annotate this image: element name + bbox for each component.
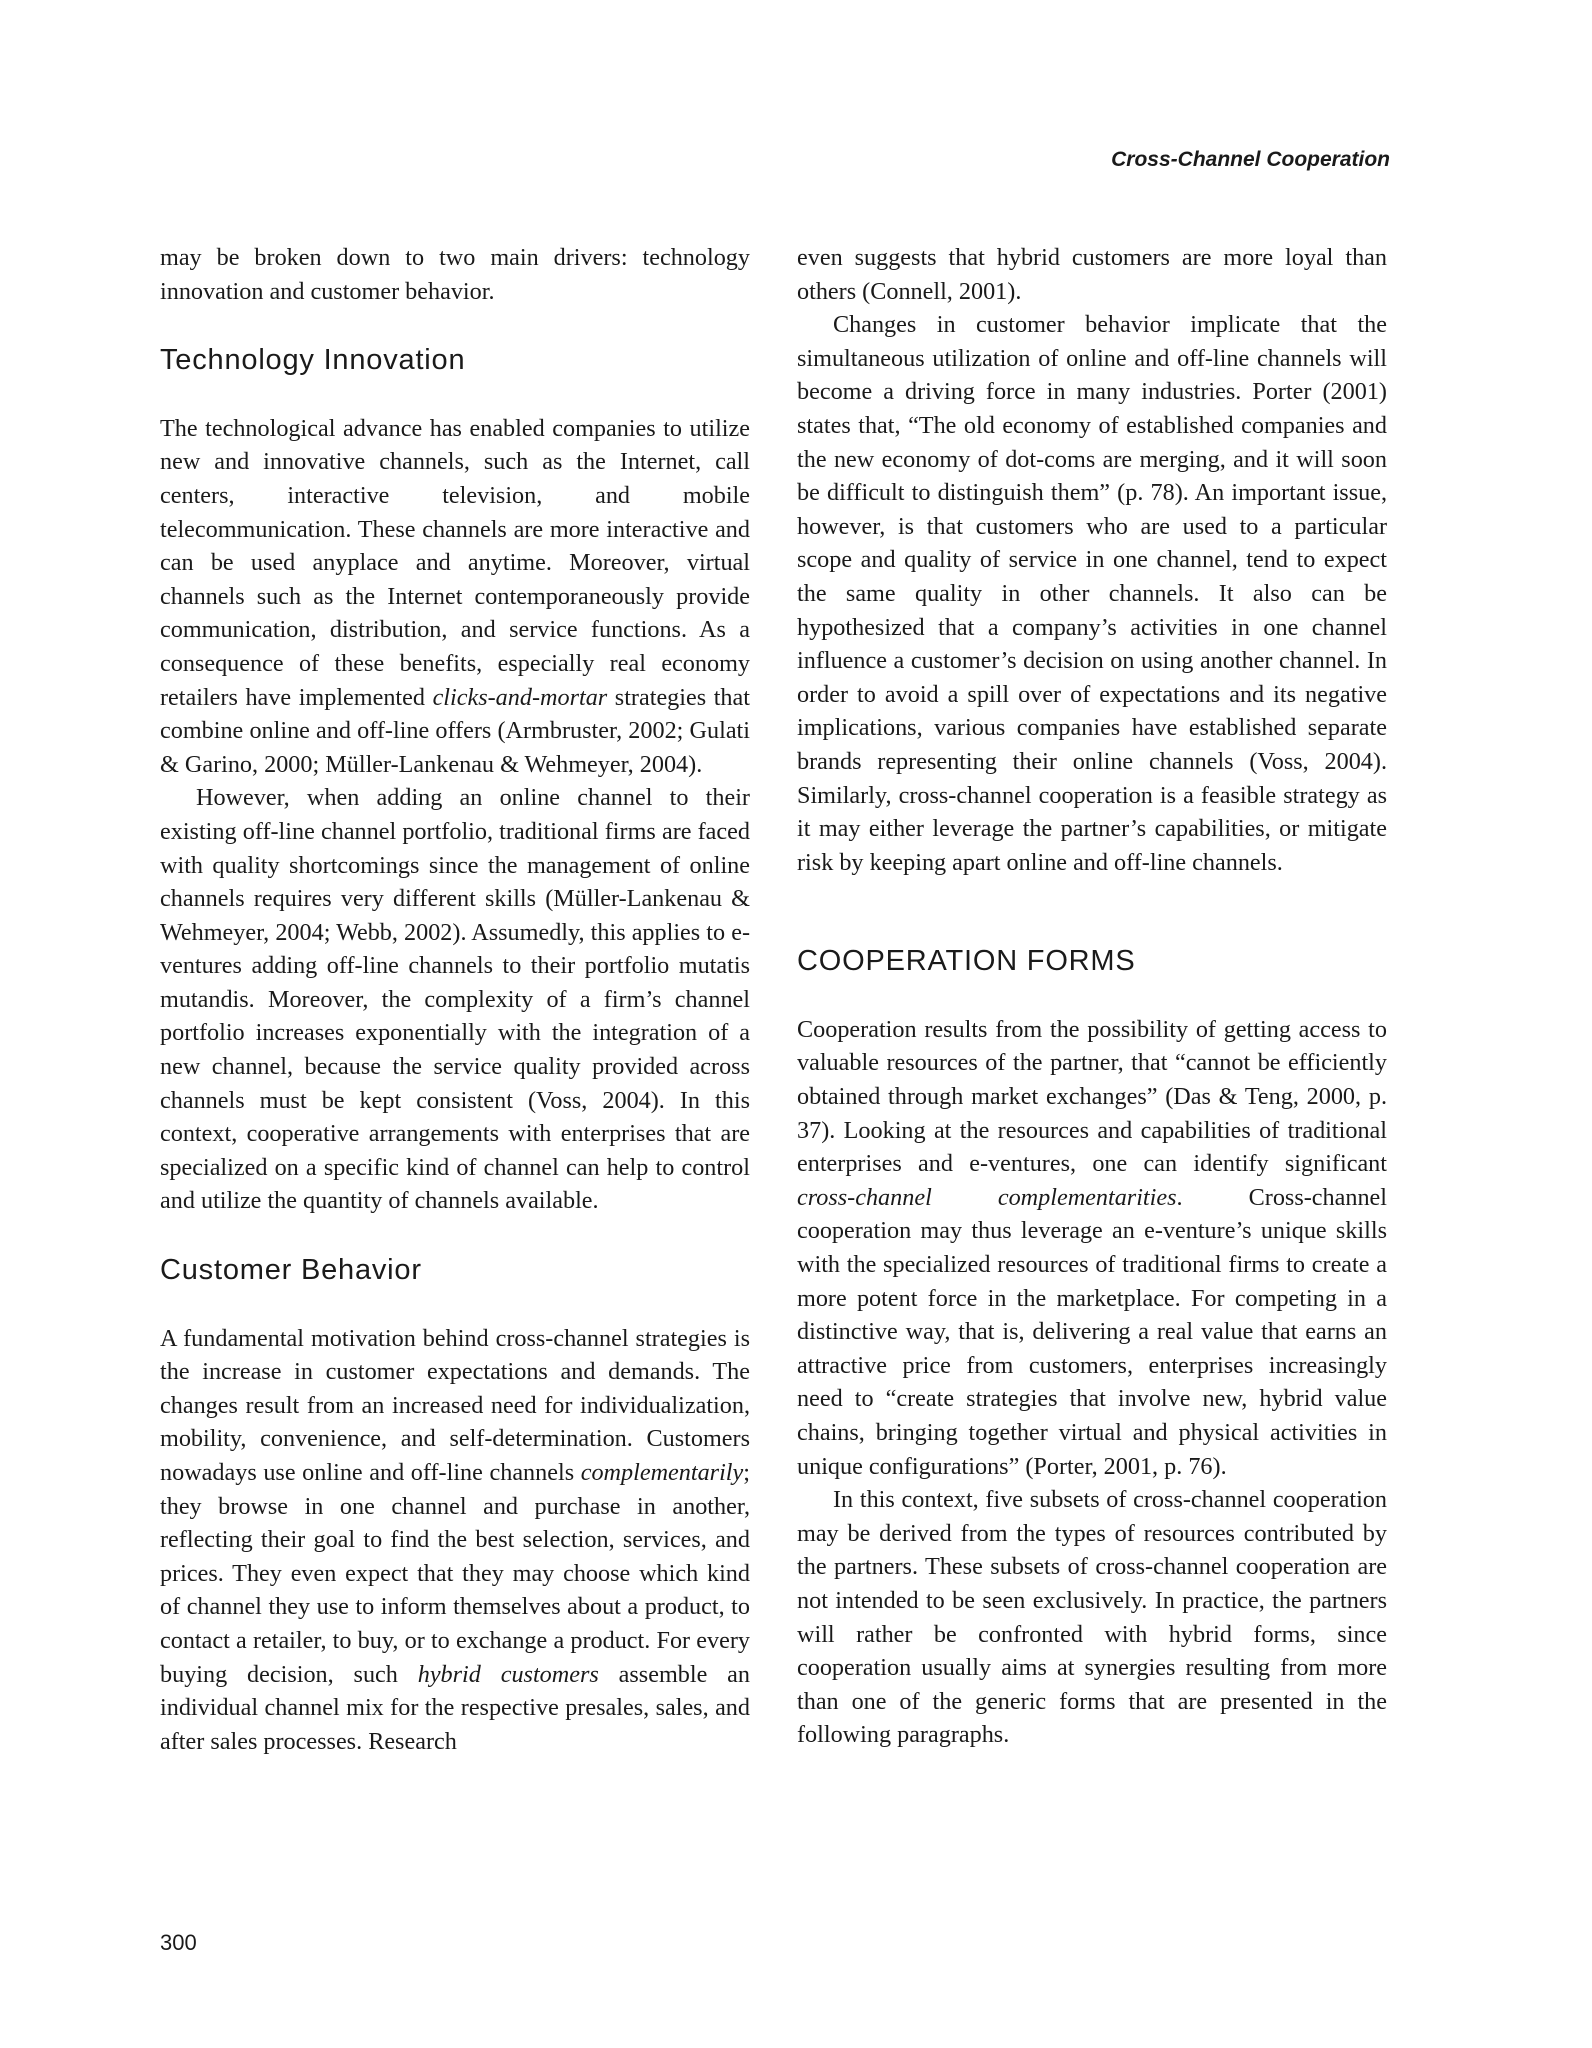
text-run: . Cross-channel cooperation may thus leverage an e-venture’s unique skills with the specialized resources of traditional firms to create a more potent force in the marketplace. For competing in a distinctive way, that is, delivering a real value that earns an attractive price from customers, enterprises increasingly need to “create strategies that involve new, hybrid value chains, bringing together virtual and physical activities in unique configurations” (Porter, 2001, p. 76). [797, 1183, 1388, 1480]
heading-customer-behavior: Customer Behavior [160, 1254, 422, 1287]
italic-term-complementarily: complementarily [580, 1459, 744, 1486]
paragraph-intro-continued: may be broken down to two main drivers: technology innovation and customer behavior. [160, 244, 750, 305]
page-number: 300 [160, 1930, 197, 1955]
heading-technology-innovation: Technology Innovation [160, 344, 466, 377]
left-column [160, 241, 750, 1758]
heading-cooperation-forms: COOPERATION FORMS [797, 945, 1136, 978]
text-run: ; they browse in one channel and purchase in another, reflecting their goal to find the best selection, services, and prices. They even expect that they may choose which kind of channel they use to inform themselves about a product, to contact a retailer, to buy, or to exchange a product. For every buying decision, such [160, 1459, 750, 1688]
italic-term-hybrid-customers: hybrid customers [417, 1660, 599, 1688]
running-head: Cross-Channel Cooperation [1111, 148, 1390, 171]
italic-term-clicks-and-mortar: clicks-and-mortar [432, 683, 608, 711]
paragraph-customer-2: Changes in customer behavior implicate that the simultaneous utilization of online and off-line channels will become a driving force in many industries. Porter (2001) states that, “The old economy of established companies and the new economy of dot-coms are merging, and it will soon be difficult to distinguish them” (p. 78). An important issue, however, is that customers who are used to a particular scope and quality of service in one channel, tend to expect the same quality in other channels. It also can be hypothesized that a company’s activities in one channel influence a customer’s decision on using another channel. In order to avoid a spill over of expectations and its negative implications, various companies have established separate brands representing their online channels (Voss, 2004). Similarly, cross-channel cooperation is a feasible strategy as it may either leverage the partner’s capabilities, or mitigate risk by keeping apart online and off-line channels. [797, 311, 1387, 876]
italic-term-cross-channel-complementarities: cross-channel complementarities [797, 1183, 1177, 1211]
paragraph-customer-1 [160, 1322, 750, 1759]
text-run: A fundamental motivation behind cross-channel strategies is the increase in customer expectations and demands. The changes result from an increased need for individualization, mobility, convenience, and self-determination. Customers nowadays use online and off-line channels [160, 1324, 750, 1486]
text-run: The technological advance has enabled companies to utilize new and innovative channels, such as the Internet, call centers, interactive television, and mobile telecommunication. These channels are more interactive and can be used anyplace and anytime. Moreover, virtual channels such as the Internet contemporaneously provide communication, distribution, and service functions. As a consequence of these benefits, especially real economy retailers have implemented [160, 414, 750, 711]
text-run: assemble an individual channel mix for the respective presales, sales, and after sales processes. Research [160, 1660, 750, 1755]
paragraph-technology-1 [160, 412, 750, 782]
paragraph-customer-continued: even suggests that hybrid customers are more loyal than others (Connell, 2001). [797, 244, 1387, 305]
paragraph-cooperation-1 [797, 1013, 1387, 1483]
right-column [797, 241, 1387, 1752]
text-run: Cooperation results from the possibility of getting access to valuable resources of the partner, that “cannot be efficiently obtained through market exchanges” (Das & Teng, 2000, p. 37). Looking at the resources and capabilities of traditional enterprises and e-ventures, one can identify significant [797, 1015, 1387, 1178]
paragraph-technology-2: However, when adding an online channel to their existing off-line channel portfolio, traditional firms are faced with quality shortcomings since the management of online channels requires very different skills (Müller-Lankenau & Wehmeyer, 2004; Webb, 2002). Assumedly, this applies to e-ventures adding off-line channels to their portfolio mutatis mutandis. Moreover, the complexity of a firm’s channel portfolio increases exponentially with the integration of a new channel, because the service quality provided across channels must be kept consistent (Voss, 2004). In this context, cooperative arrangements with enterprises that are specialized on a specific kind of channel can help to control and utilize the quantity of channels available. [160, 784, 750, 1215]
text-run: strategies that combine online and off-line offers (Armbruster, 2002; Gulati & Garino, 2000; Müller-Lankenau & Wehmeyer, 2004). [160, 683, 750, 778]
paragraph-cooperation-2: In this context, five subsets of cross-channel cooperation may be derived from the types of resources contributed by the partners. These subsets of cross-channel cooperation are not intended to be seen exclusively. In practice, the partners will rather be confronted with hybrid forms, since cooperation usually aims at synergies resulting from more than one of the generic forms that are presented in the following paragraphs. [797, 1486, 1387, 1749]
